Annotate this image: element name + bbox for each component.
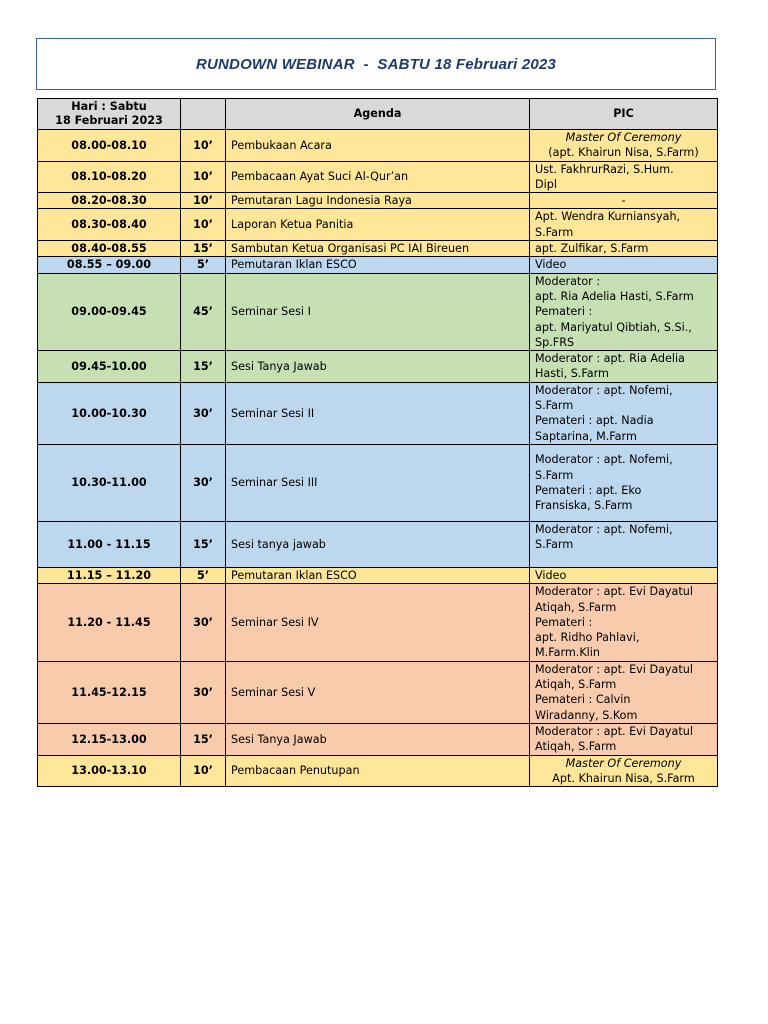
pic-line: Pemateri : apt. Eko	[535, 483, 642, 497]
duration-cell: 30’	[181, 444, 226, 521]
time-cell: 09.00-09.45	[38, 273, 181, 350]
pic-line: Saptarina, M.Farm	[535, 429, 637, 443]
time-cell: 08.00-08.10	[38, 130, 181, 162]
pic-line: Moderator : apt. Evi Dayatul	[535, 724, 693, 738]
pic-line: M.Farm.Klin	[535, 646, 600, 660]
pic-line: Hasti, S.Farm	[535, 367, 609, 381]
duration-cell: 15’	[181, 723, 226, 755]
time-cell: 11.45-12.15	[38, 661, 181, 723]
pic-line: apt. Ridho Pahlavi,	[535, 631, 640, 645]
pic-cell	[530, 661, 718, 723]
pic-line: S.Farm	[535, 399, 574, 413]
time-cell: 08.10-08.20	[38, 161, 181, 193]
agenda-cell: Seminar Sesi IV	[226, 584, 530, 661]
agenda-cell: Pembacaan Penutupan	[226, 755, 530, 787]
table-row	[38, 193, 718, 209]
agenda-cell: Seminar Sesi III	[226, 444, 530, 521]
time-cell: 09.45-10.00	[38, 351, 181, 383]
pic-cell	[530, 193, 718, 209]
table-row	[38, 161, 718, 193]
pic-line: Pemateri : Calvin	[535, 693, 631, 707]
duration-cell: 30’	[181, 661, 226, 723]
duration-cell: 10’	[181, 755, 226, 787]
duration-cell: 10’	[181, 130, 226, 162]
pic-line: Apt. Wendra Kurniansyah,	[535, 210, 681, 224]
header-pic: PIC	[530, 99, 718, 130]
agenda-cell: Sesi Tanya Jawab	[226, 723, 530, 755]
time-cell: 11.15 – 11.20	[38, 567, 181, 583]
pic-line: Video	[535, 568, 567, 582]
table-row	[38, 382, 718, 444]
pic-cell	[530, 130, 718, 162]
pic-line: Moderator : apt. Evi Dayatul	[535, 662, 693, 676]
pic-cell	[530, 521, 718, 567]
time-cell: 11.00 - 11.15	[38, 521, 181, 567]
duration-cell: 15’	[181, 521, 226, 567]
pic-line: -	[621, 194, 626, 208]
pic-line: S.Farm	[535, 225, 574, 239]
pic-line: Moderator : apt. Ria Adelia	[535, 352, 685, 366]
pic-line: apt. Ria Adelia Hasti, S.Farm	[535, 289, 694, 303]
agenda-cell: Sambutan Ketua Organisasi PC IAI Bireuen	[226, 241, 530, 257]
agenda-cell: Seminar Sesi V	[226, 661, 530, 723]
table-row	[38, 444, 718, 521]
agenda-cell: Pembukaan Acara	[226, 130, 530, 162]
pic-line: Ust. FakhrurRazi, S.Hum.	[535, 162, 674, 176]
duration-cell: 15’	[181, 351, 226, 383]
pic-line: Dipl	[535, 177, 557, 191]
pic-line: Moderator : apt. Nofemi,	[535, 453, 673, 467]
duration-cell: 10’	[181, 193, 226, 209]
table-row	[38, 521, 718, 567]
pic-line: Apt. Khairun Nisa, S.Farm	[552, 771, 695, 785]
time-cell: 08.40-08.55	[38, 241, 181, 257]
time-cell: 10.00-10.30	[38, 382, 181, 444]
pic-line: Moderator : apt. Nofemi,	[535, 383, 673, 397]
agenda-cell: Sesi Tanya Jawab	[226, 351, 530, 383]
duration-cell: 15’	[181, 241, 226, 257]
agenda-cell: Seminar Sesi I	[226, 273, 530, 350]
agenda-cell: Pembacaan Ayat Suci Al-Qur’an	[226, 161, 530, 193]
table-row	[38, 209, 718, 241]
header-day-line2: 18 Februari 2023	[55, 114, 163, 127]
pic-cell	[530, 723, 718, 755]
header-day	[38, 99, 181, 130]
table-row	[38, 567, 718, 583]
pic-line: Pemateri :	[535, 615, 593, 629]
pic-line: Pemateri :	[535, 305, 593, 319]
pic-line: Master Of Ceremony	[565, 131, 682, 144]
table-row	[38, 661, 718, 723]
pic-line: S.Farm	[535, 468, 574, 482]
duration-cell: 10’	[181, 209, 226, 241]
agenda-cell: Seminar Sesi II	[226, 382, 530, 444]
rundown-table	[37, 98, 718, 787]
header-agenda: Agenda	[226, 99, 530, 130]
agenda-cell: Sesi tanya jawab	[226, 521, 530, 567]
pic-line: S.Farm	[535, 538, 574, 552]
pic-line: Moderator : apt. Evi Dayatul	[535, 585, 693, 599]
pic-cell	[530, 382, 718, 444]
table-row	[38, 273, 718, 350]
pic-line: apt. Mariyatul Qibtiah, S.Si.,	[535, 320, 692, 334]
pic-cell	[530, 257, 718, 273]
pic-line: Fransiska, S.Farm	[535, 499, 633, 513]
pic-line: Moderator :	[535, 274, 601, 288]
pic-cell	[530, 273, 718, 350]
header-day-line1: Hari : Sabtu	[71, 100, 147, 113]
pic-cell	[530, 241, 718, 257]
table-row	[38, 755, 718, 787]
table-row	[38, 351, 718, 383]
pic-line: apt. Zulfikar, S.Farm	[535, 242, 649, 256]
agenda-cell: Laporan Ketua Panitia	[226, 209, 530, 241]
pic-line: (apt. Khairun Nisa, S.Farm)	[548, 146, 699, 160]
time-cell: 08.20-08.30	[38, 193, 181, 209]
agenda-cell: Pemutaran Iklan ESCO	[226, 257, 530, 273]
title-box	[36, 38, 716, 90]
table-row	[38, 584, 718, 661]
pic-line: Atiqah, S.Farm	[535, 600, 617, 614]
pic-line: Wiradanny, S.Kom	[535, 708, 638, 722]
pic-cell	[530, 444, 718, 521]
duration-cell: 10’	[181, 161, 226, 193]
table-row	[38, 257, 718, 273]
time-cell: 08.55 – 09.00	[38, 257, 181, 273]
time-cell: 13.00-13.10	[38, 755, 181, 787]
pic-line: Master Of Ceremony	[565, 756, 682, 770]
table-header-row	[38, 99, 718, 130]
pic-line: Sp.FRS	[535, 335, 575, 349]
table-row	[38, 241, 718, 257]
pic-line: Atiqah, S.Farm	[535, 678, 617, 692]
pic-cell	[530, 755, 718, 787]
pic-cell	[530, 584, 718, 661]
agenda-cell: Pemutaran Lagu Indonesia Raya	[226, 193, 530, 209]
pic-line: Atiqah, S.Farm	[535, 740, 617, 754]
time-cell: 11.20 - 11.45	[38, 584, 181, 661]
pic-line: Video	[535, 258, 567, 272]
pic-line: Pemateri : apt. Nadia	[535, 414, 654, 428]
table-row	[38, 723, 718, 755]
time-cell: 12.15-13.00	[38, 723, 181, 755]
pic-line: Moderator : apt. Nofemi,	[535, 522, 673, 536]
duration-cell: 30’	[181, 382, 226, 444]
pic-cell	[530, 161, 718, 193]
header-duration	[181, 99, 226, 130]
pic-cell	[530, 567, 718, 583]
duration-cell: 5’	[181, 567, 226, 583]
duration-cell: 45’	[181, 273, 226, 350]
pic-cell	[530, 351, 718, 383]
time-cell: 08.30-08.40	[38, 209, 181, 241]
time-cell: 10.30-11.00	[38, 444, 181, 521]
duration-cell: 30’	[181, 584, 226, 661]
pic-cell	[530, 209, 718, 241]
table-row	[38, 130, 718, 162]
duration-cell: 5’	[181, 257, 226, 273]
agenda-cell: Pemutaran Iklan ESCO	[226, 567, 530, 583]
document-title: RUNDOWN WEBINAR - SABTU 18 Februari 2023	[195, 55, 557, 73]
